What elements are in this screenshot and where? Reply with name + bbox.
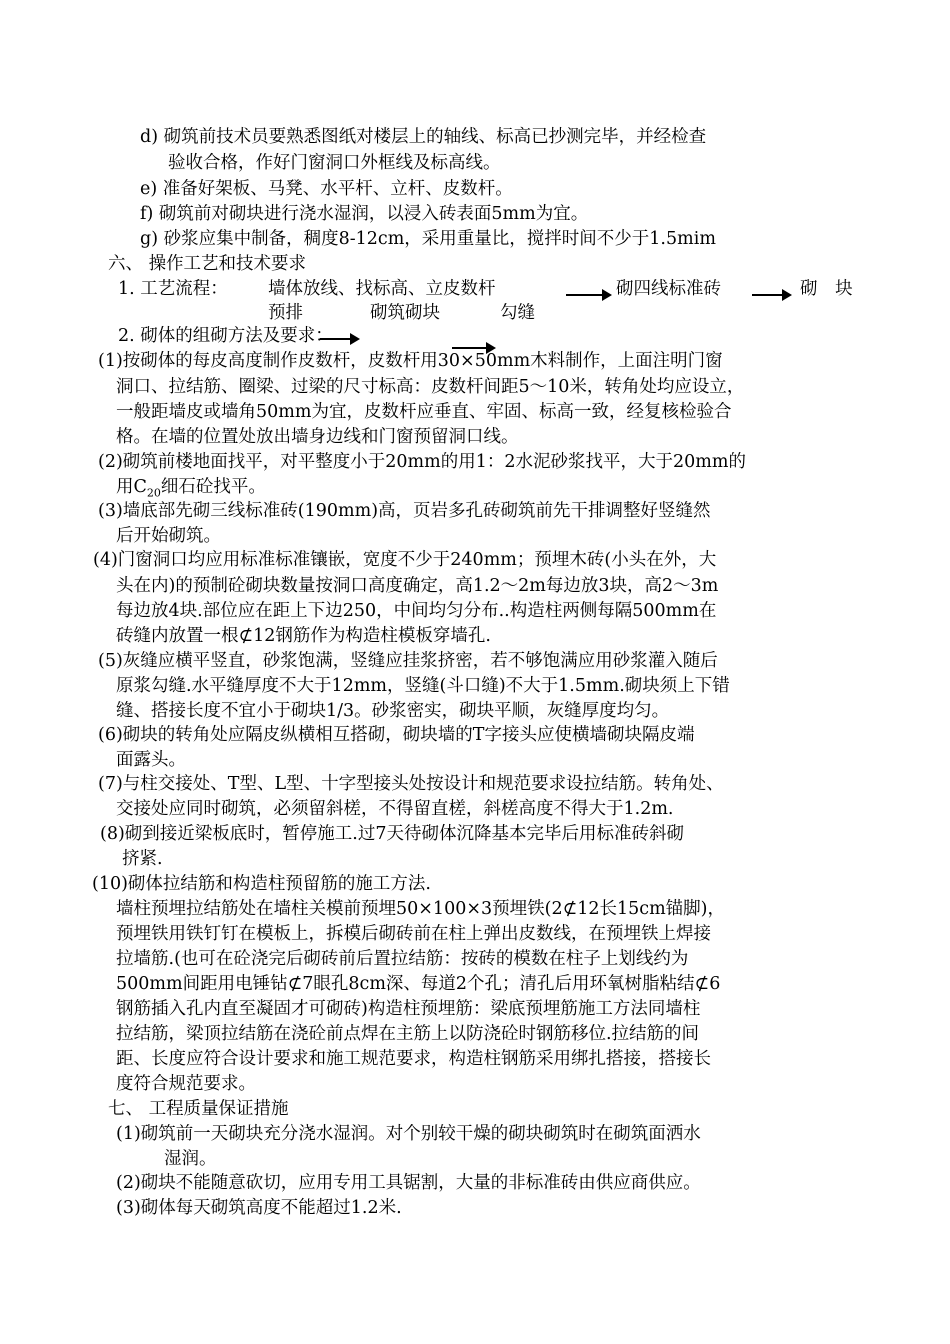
method-4-line2: 头在内)的预制砼砌块数量按洞口高度确定，高1.2～2m每边放3块，高2～3m [116,576,719,596]
process-step-lay-blocks: 砌筑砌块 [370,303,440,323]
method-6-line2: 面露头。 [116,750,186,770]
method-10-line4: 500mm间距用电锤钻⊄7眼孔8cm深、每道2个孔；清孔后用环氧树脂粘结⊄6 [116,974,721,994]
flow-arrow-icon [752,294,790,296]
method-6-line1: (6)砌块的转角处应隔皮纵横相互搭砌，砌块墙的T字接头应使横墙砌块隔皮端 [98,725,695,745]
method-5-line3: 缝、搭接长度不宜小于砌块1/3。砂浆密实，砌块平顺，灰缝厚度均匀。 [116,701,670,721]
flow-arrow-icon [452,347,494,349]
section6-heading: 六、 操作工艺和技术要求 [108,254,307,274]
item-f: f) 砌筑前对砌块进行浇水湿润，以浸入砖表面5mm为宜。 [140,204,589,224]
method-2-text-b: 细石砼找平。 [160,477,266,497]
quality-1-line1: (1)砌筑前一天砌块充分浇水湿润。对个别较干燥的砌块砌筑时在砌筑面洒水 [116,1124,701,1144]
method-8-line1: (8)砌到接近梁板底时，暂停施工.过7天待砌体沉降基本完毕后用标准砖斜砌 [100,824,684,844]
quality-2: (2)砌块不能随意砍切，应用专用工具锯割，大量的非标准砖由供应商供应。 [116,1173,701,1193]
method-1-line2: 洞口、拉结筋、圈梁、过梁的尺寸标高：皮数杆间距5～10米，转角处均应设立， [116,377,745,397]
method-3-line2: 后开始砌筑。 [116,526,221,546]
item-d-line1: d) 砌筑前技术员要熟悉图纸对楼层上的轴线、标高已抄测完毕，并经检查 [140,127,707,147]
process-step-prearrange: 预排 [268,303,303,323]
process-step-pointing: 勾缝 [500,303,535,323]
method-5-line2: 原浆勾缝.水平缝厚度不大于12mm，竖缝(斗口缝)不大于1.5mm.砌块须上下错 [116,676,730,696]
method-10-line2: 预埋铁用铁钉钉在模板上，拆模后砌砖前在柱上弹出皮数线，在预埋铁上焊接 [116,924,711,944]
flow-arrow-icon [566,294,610,296]
method-10-line5: 钢筋插入孔内直至凝固才可砌砖)构造柱预埋筋：梁底预埋筋施工方法同墙柱 [116,999,701,1019]
method-1-line1: (1)按砌体的每皮高度制作皮数杆，皮数杆用30×50mm木料制作，上面注明门窗 [98,351,723,371]
method-4-line3: 每边放4块.部位应在距上下边250，中间均匀分布..构造柱两侧每隔500mm在 [116,601,717,621]
item-d-line2: 验收合格，作好门窗洞口外框线及标高线。 [168,153,501,173]
method-7-line1: (7)与柱交接处、T型、L型、十字型接头处按设计和规范要求设拉结筋。转角处、 [98,774,724,794]
method-10-line7: 距、长度应符合设计要求和施工规范要求，构造柱钢筋采用绑扎搭接，搭接长 [116,1049,711,1069]
method-2-line1: (2)砌筑前楼地面找平，对平整度小于20mm的用1：2水泥砂浆找平，大于20mm的 [98,452,746,472]
section7-heading: 七、 工程质量保证措施 [108,1099,289,1119]
method-10-heading: (10)砌体拉结筋和构造柱预留筋的施工方法. [92,874,431,894]
item-e: e) 准备好架板、马凳、水平杆、立杆、皮数杆。 [140,179,513,199]
method-10-line6: 拉结筋，梁顶拉结筋在浇砼前点焊在主筋上以防浇砼时钢筋移位.拉结筋的间 [116,1024,700,1044]
method-2-text-a: 用C [116,477,147,497]
method-10-line8: 度符合规范要求。 [116,1074,256,1094]
method-1-line4: 格。在墙的位置处放出墙身边线和门窗预留洞口线。 [116,427,519,447]
process-step-four-line-brick: 砌四线标准砖 [616,279,721,299]
method-10-line3: 拉墙筋.(也可在砼浇完后砌砖前后置拉结筋：按砖的模数在柱子上划线约为 [116,949,689,969]
item-g: g) 砂浆应集中制备，稠度8-12cm，采用重量比，搅拌时间不少于1.5mim [140,229,716,249]
method-5-line1: (5)灰缝应横平竖直，砂浆饱满，竖缝应挂浆挤密，若不够饱满应用砂浆灌入随后 [98,651,718,671]
method-4-line4: 砖缝内放置一根⊄12钢筋作为构造柱模板穿墙孔. [116,626,491,646]
quality-3: (3)砌体每天砌筑高度不能超过1.2米. [116,1198,402,1218]
method-4-line1: (4)门窗洞口均应用标准标准镶嵌，宽度不少于240mm；预埋木砖(小头在外，大 [93,550,717,570]
method-10-line1: 墙柱预埋拉结筋处在墙柱关模前预埋50×100×3预埋铁(2⊄12长15cm锚脚)， [116,899,726,919]
subheading-masonry-method: 2. 砌体的组砌方法及要求： [118,326,333,346]
process-step-block: 砌 块 [800,279,859,299]
process-step-setout: 墙体放线、找标高、立皮数杆 [268,279,496,299]
method-3-line1: (3)墙底部先砌三线标准砖(190mm)高，页岩多孔砖砌筑前先干排调整好竖缝然 [98,501,711,521]
method-7-line2: 交接处应同时砌筑，必须留斜槎，不得留直槎，斜槎高度不得大于1.2m. [116,799,674,819]
method-8-line2: 挤紧. [122,849,163,869]
quality-1-line2: 湿润。 [164,1149,217,1169]
method-2-subscript: 20 [146,486,161,500]
process-label: 1. 工艺流程： [118,279,228,299]
method-1-line3: 一般距墙皮或墙角50mm为宜，皮数杆应垂直、牢固、标高一致，经复核检验合 [116,402,732,422]
